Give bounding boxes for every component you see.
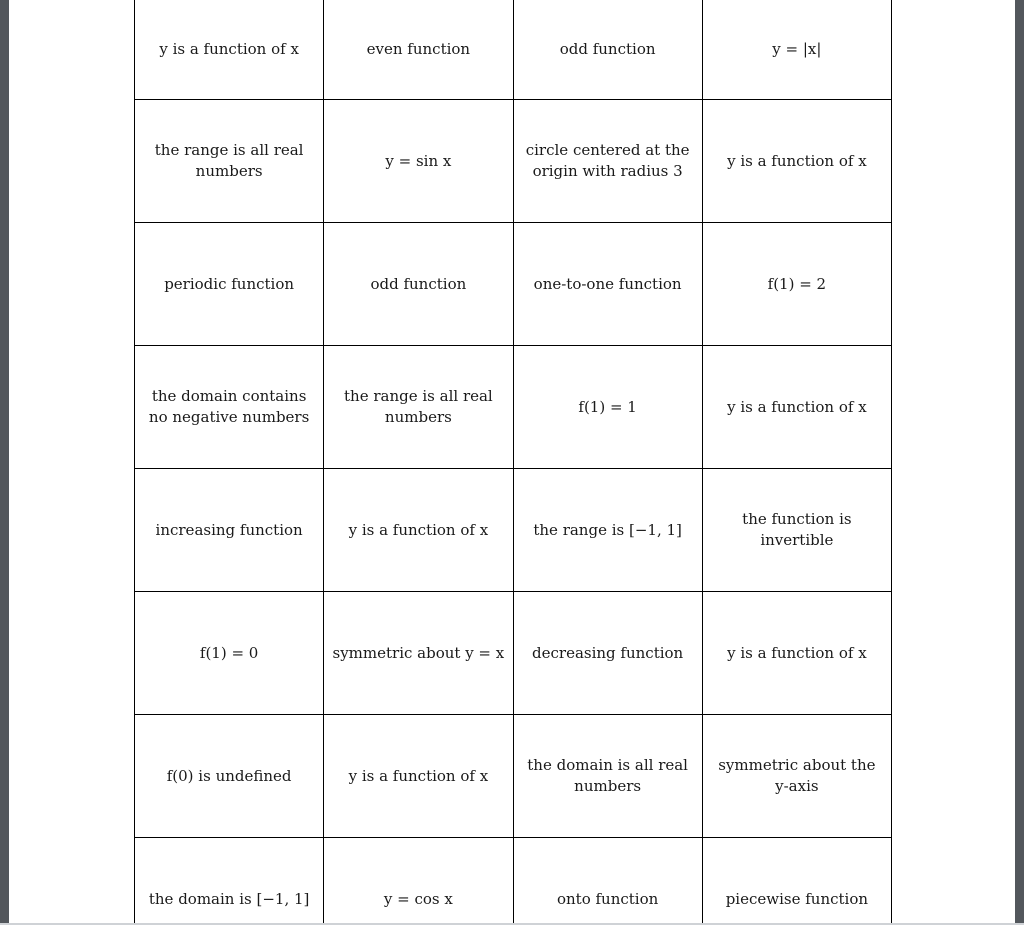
card-text: symmetric about the y-axis — [718, 756, 876, 795]
card-text: periodic function — [164, 274, 295, 293]
card-cell — [324, 838, 513, 924]
card-cell — [135, 346, 324, 469]
card-cell — [513, 223, 702, 346]
card-text: y is a function of x — [727, 643, 867, 662]
card-text: the function is invertible — [742, 510, 852, 549]
card-text: piecewise function — [725, 889, 869, 908]
card-cell — [702, 346, 891, 469]
viewer-left-frame — [0, 0, 9, 925]
card-text: y is a function of x — [348, 766, 489, 785]
viewer-right-frame — [1015, 0, 1024, 925]
card-grid — [134, 0, 892, 923]
card-text: the domain is all real numbers — [527, 756, 688, 795]
card-text: f(1) = 1 — [578, 397, 637, 416]
card-text: the range is all real numbers — [344, 387, 493, 426]
card-cell — [324, 469, 513, 592]
card-row — [135, 100, 892, 223]
card-cell — [135, 223, 324, 346]
card-text: onto function — [556, 889, 659, 908]
card-text: the range is all real numbers — [154, 141, 304, 180]
card-cell — [324, 223, 513, 346]
card-text: increasing function — [155, 520, 303, 539]
card-cell — [135, 715, 324, 838]
card-cell — [135, 592, 324, 715]
card-text: y is a function of x — [348, 520, 489, 539]
card-text: f(0) is undefined — [166, 766, 292, 785]
document-page — [9, 0, 1015, 923]
card-cell — [135, 469, 324, 592]
card-cell — [702, 100, 891, 223]
card-text: y = sin x — [385, 151, 452, 170]
card-text: y is a function of x — [727, 397, 867, 416]
card-cell — [513, 0, 702, 100]
card-cell — [324, 346, 513, 469]
card-text: symmetric about y = x — [332, 643, 505, 662]
card-text: even function — [366, 39, 471, 58]
card-text: odd function — [370, 274, 467, 293]
card-cell — [324, 715, 513, 838]
card-cell — [702, 0, 891, 100]
card-text: y = |x| — [772, 39, 822, 58]
card-text: one-to-one function — [533, 274, 682, 293]
card-cell — [135, 100, 324, 223]
card-cell — [324, 592, 513, 715]
card-text: f(1) = 0 — [199, 643, 259, 662]
card-text: y is a function of x — [159, 39, 299, 58]
card-text: y is a function of x — [727, 151, 867, 170]
card-text: y = cos x — [383, 889, 453, 908]
card-row — [135, 592, 892, 715]
card-cell — [513, 838, 702, 924]
card-cell — [702, 838, 891, 924]
card-cell — [513, 592, 702, 715]
card-text: the domain contains no negative numbers — [148, 387, 310, 426]
card-cell — [702, 715, 891, 838]
card-cell — [513, 469, 702, 592]
card-text: odd function — [559, 39, 656, 58]
card-text: circle centered at the origin with radius 3 — [525, 141, 690, 180]
card-cell — [135, 838, 324, 924]
card-cell — [324, 0, 513, 100]
card-row — [135, 469, 892, 592]
card-cell — [324, 100, 513, 223]
card-text: the domain is [−1, 1] — [148, 889, 310, 908]
card-cell — [135, 0, 324, 100]
card-cell — [513, 715, 702, 838]
card-row — [135, 838, 892, 924]
card-cell — [702, 223, 891, 346]
card-cell — [513, 346, 702, 469]
card-text: the range is [−1, 1] — [533, 520, 682, 539]
card-cell — [702, 469, 891, 592]
card-text: decreasing function — [532, 643, 684, 662]
card-cell — [702, 592, 891, 715]
card-row — [135, 223, 892, 346]
card-row — [135, 715, 892, 838]
card-text: f(1) = 2 — [767, 274, 827, 293]
card-row — [135, 346, 892, 469]
card-row — [135, 0, 892, 100]
card-cell — [513, 100, 702, 223]
